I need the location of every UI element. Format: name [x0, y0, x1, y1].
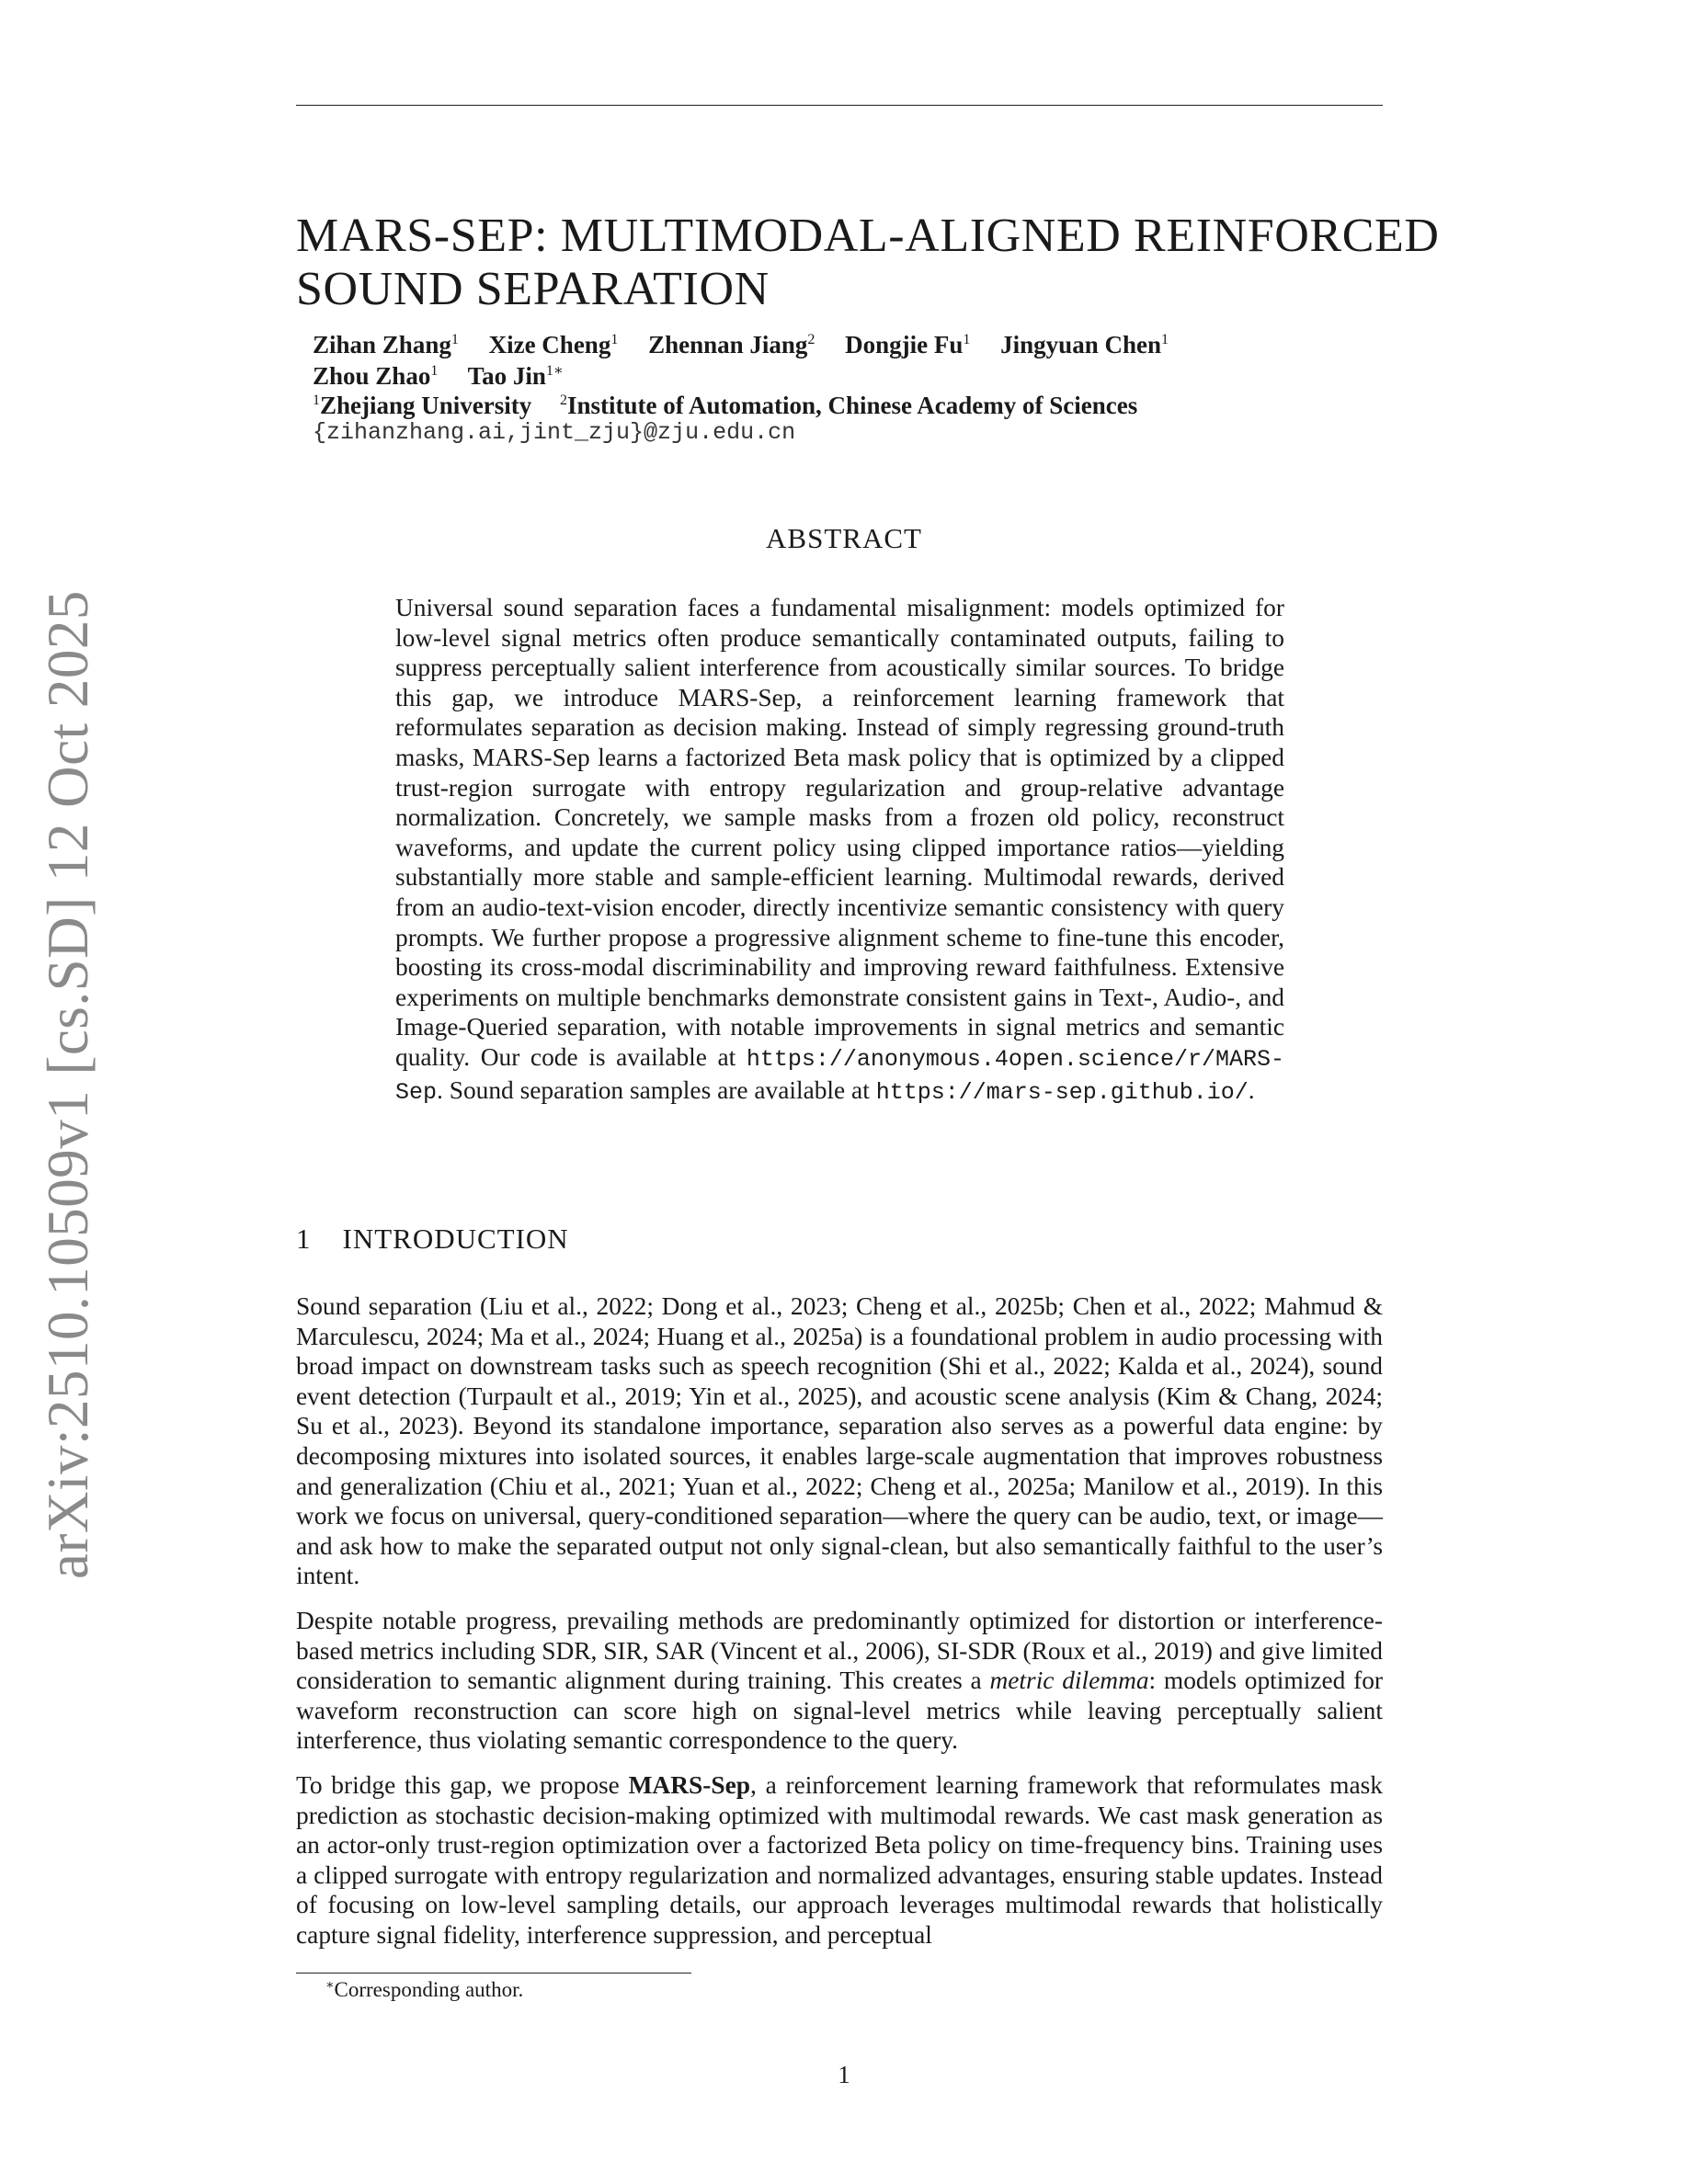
introduction-body: [296, 1291, 1383, 1964]
affiliations: [313, 392, 1159, 420]
section-title: INTRODUCTION: [342, 1223, 569, 1255]
section-heading: [296, 1223, 569, 1256]
author-list: [313, 329, 1192, 392]
code-link[interactable]: https://anonymous.4open.science/r/MARS-Sep: [395, 1045, 1284, 1106]
title-line-2: SOUND SEPARATION: [296, 263, 770, 315]
author: Jingyuan Chen$^1$: [1000, 331, 1169, 358]
affiliation: $^1$Zhejiang University: [313, 392, 532, 419]
author: Zhou Zhao$^1$: [313, 362, 439, 390]
emphasis: metric dilemma: [989, 1666, 1149, 1695]
arxiv-identifier: arXiv:2510.10509v1 [cs.SD] 12 Oct 2025: [36, 590, 100, 1579]
footnote: ∗Corresponding author.: [325, 1978, 524, 2001]
section-number: 1: [296, 1223, 312, 1255]
author: Zhennan Jiang$^2$: [648, 331, 815, 358]
paper-title: [296, 210, 1440, 316]
header-rule: [296, 105, 1383, 106]
method-name: MARS-Sep: [628, 1770, 750, 1799]
author-line-2: [313, 360, 1192, 392]
abstract-body: Universal sound separation faces a fundamental misalignment: models optimized for low-level signal metrics often produce semantically contaminated outputs, failing to suppress perceptually salient interference from acoustically similar sources. To bridge this gap, we introduce MARS-Sep, a reinforcement learning framework that reformulates separation as decision making. Instead of simply regressing ground-truth masks, MARS-Sep learns a factorized Beta mask policy that is optimized by a clipped trust-region surrogate with entropy regularization and group-relative advantage normalization. Concretely, we sample masks from a frozen old policy, reconstruct waveforms, and update the current policy using clipped importance ratios—yielding substantially more stable and sample-efficient learning. Multimodal rewards, derived from an audio-text-vision encoder, directly incentivize semantic consistency with query prompts. We further propose a progressive alignment scheme to fine-tune this encoder, boosting its cross-modal discriminability and improving reward faithfulness. Extensive experiments on multiple benchmarks demonstrate consistent gains in Text-, Audio-, and Image-Queried separation, with notable improvements in signal metrics and semantic quality. Our code is available at https://anonymous.4open.science/r/MARS-Sep. Sound separation samples are available at https://mars-sep.github.io/.: [395, 594, 1284, 1106]
author: Dongjie Fu$^1$: [845, 331, 971, 358]
author-email: {zihanzhang.ai,jint_zju}@zju.edu.cn: [313, 419, 796, 446]
footnote-rule: [296, 1973, 691, 1974]
author: Tao Jin$^{1∗}$: [467, 362, 564, 390]
paragraph: To bridge this gap, we propose MARS-Sep, a reinforcement learning framework that reformulates mask prediction as stochastic decision-making optimized with multimodal rewards. We cast mask generation as an actor-only trust-region optimization over a factorized Beta policy on time-frequency bins. Training uses a clipped surrogate with entropy regularization and normalized advantages, ensuring stable updates. Instead of focusing on low-level sampling details, our approach leverages multimodal rewards that holistically capture signal fidelity, interference suppression, and perceptual: [296, 1770, 1383, 1949]
abstract-heading: ABSTRACT: [766, 522, 922, 554]
paragraph: Despite notable progress, prevailing methods are predominantly optimized for distortion or interference-based metrics including SDR, SIR, SAR (Vincent et al., 2006), SI-SDR (Roux et al., 2019) and give limited consideration to semantic alignment during training. This creates a metric dilemma: models optimized for waveform reconstruction can score high on signal-level metrics while leaving perceptually salient interference, thus violating semantic correspondence to the query.: [296, 1606, 1384, 1755]
author: Zihan Zhang$^1$: [313, 331, 459, 358]
paragraph: Sound separation (Liu et al., 2022; Dong et al., 2023; Cheng et al., 2025b; Chen et al., 2022; Mahmud & Marculescu, 2024; Ma et al., 2024; Huang et al., 2025a) is a foundational problem in audio processing with broad impact on downstream tasks such as speech recognition (Shi et al., 2022; Kalda et al., 2024), sound event detection (Turpault et al., 2019; Yin et al., 2025), and acoustic scene analysis (Kim & Chang, 2024; Su et al., 2023). Beyond its standalone importance, separation also serves as a powerful data engine: by decomposing mixtures into isolated sources, it enables large-scale augmentation that improves robustness and generalization (Chiu et al., 2021; Yuan et al., 2022; Cheng et al., 2025a; Manilow et al., 2019). In this work we focus on universal, query-conditioned separation—where the query can be audio, text, or image—and ask how to make the separated output not only signal-clean, but also semantically faithful to the user’s intent.: [296, 1292, 1383, 1590]
affiliation: $^2$Institute of Automation, Chinese Academy of Sciences: [560, 392, 1138, 419]
author-line-1: [313, 329, 1192, 360]
page-number: 1: [838, 2061, 850, 2088]
author: Xize Cheng$^1$: [488, 331, 619, 358]
samples-link[interactable]: https://mars-sep.github.io/: [875, 1078, 1249, 1106]
title-line-1: MARS-SEP: MULTIMODAL-ALIGNED REINFORCED: [296, 210, 1440, 262]
